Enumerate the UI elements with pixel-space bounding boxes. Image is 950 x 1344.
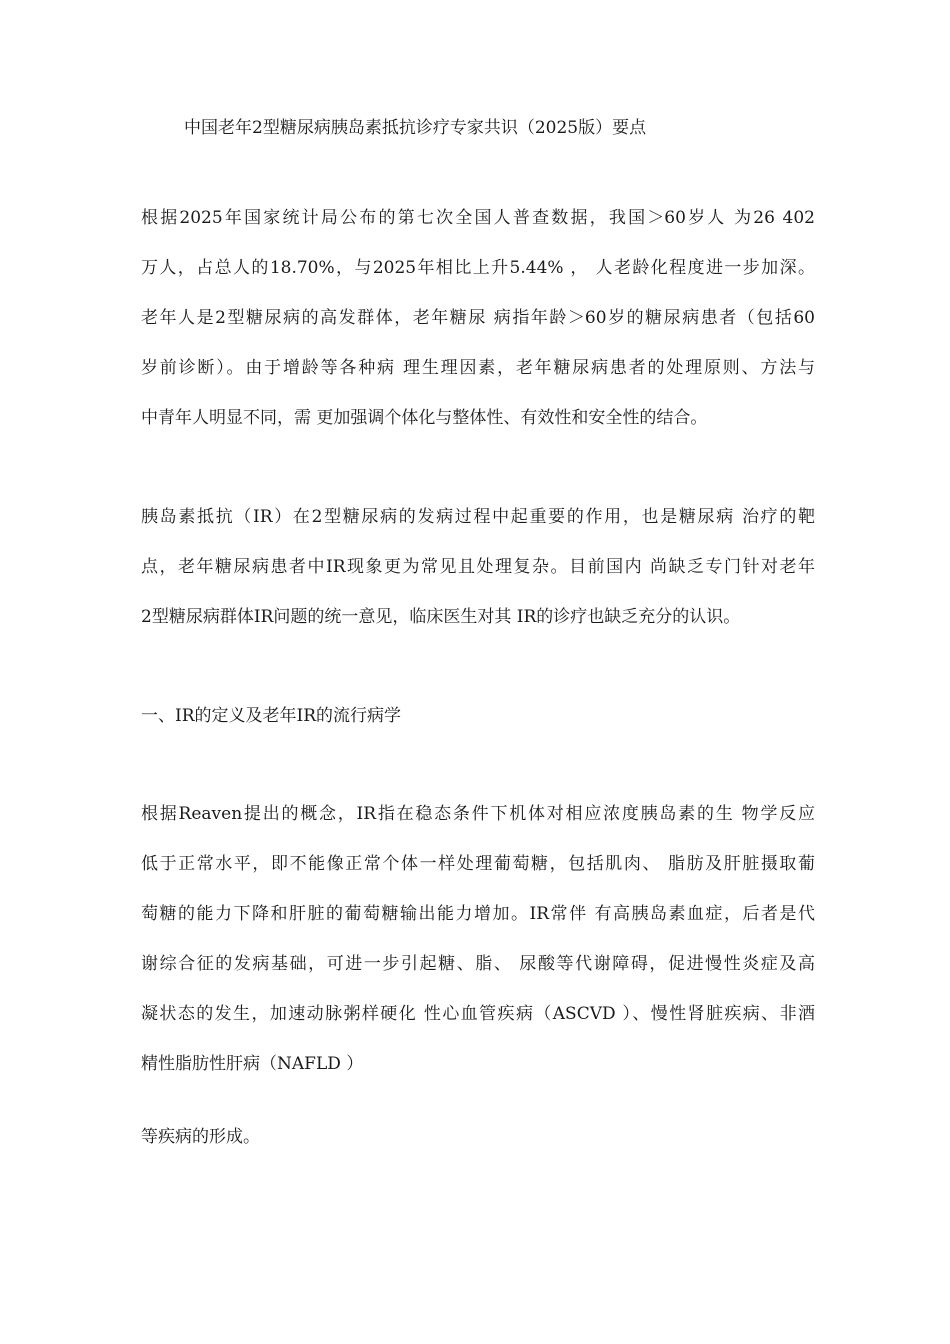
paragraph-insulin-resistance (141, 499, 815, 635)
paragraph-population-stats (141, 200, 815, 436)
section-heading: 一、IR的定义及老年IR的流行病学 (141, 706, 402, 726)
paragraph-line: 根据Reaven提出的概念，IR指在稳态条件下机体对相应浓度胰岛素的生 物学反应 (141, 804, 815, 824)
paragraph-line: 岁前诊断）。由于增龄等各种病 理生理因素，老年糖尿病患者的处理原则、方法与 (141, 358, 815, 378)
paragraph-line: 根据2025年国家统计局公布的第七次全国人普查数据，我国＞60岁人 为26 402 (141, 208, 815, 228)
paragraph-line: 中青年人明显不同，需 更加强调个体化与整体性、有效性和安全性的结合。 (141, 408, 708, 428)
paragraph-line: 精性脂肪性肝病（NAFLD ） (141, 1054, 364, 1074)
document-title: 中国老年2型糖尿病胰岛素抵抗诊疗专家共识（2025版）要点 (184, 118, 647, 138)
closing-line: 等疾病的形成。 (141, 1127, 260, 1147)
paragraph-line: 凝状态的发生，加速动脉粥样硬化 性心血管疾病（ASCVD ）、慢性肾脏疾病、非酒 (141, 1004, 815, 1024)
paragraph-line: 低于正常水平，即不能像正常个体一样处理葡萄糖，包括肌肉、 脂肪及肝脏摄取葡 (141, 854, 815, 874)
paragraph-line: 萄糖的能力下降和肝脏的葡萄糖输出能力增加。IR常伴 有高胰岛素血症，后者是代 (141, 904, 815, 924)
paragraph-line: 万人，占总人的18.70%，与2025年相比上升5.44% ， 人老龄化程度进一步加深。 (141, 258, 815, 278)
paragraph-line: 点，老年糖尿病患者中IR现象更为常见且处理复杂。目前国内 尚缺乏专门针对老年 (141, 557, 815, 577)
paragraph-line: 2型糖尿病群体IR问题的统一意见，临床医生对其 IR的诊疗也缺乏充分的认识。 (141, 607, 741, 627)
paragraph-line: 谢综合征的发病基础，可进一步引起糖、脂、 尿酸等代谢障碍，促进慢性炎症及高 (141, 954, 815, 974)
paragraph-line: 胰岛素抵抗（IR）在2型糖尿病的发病过程中起重要的作用，也是糖尿病 治疗的靶 (141, 507, 815, 527)
paragraph-ir-definition (141, 796, 815, 1082)
paragraph-line: 老年人是2型糖尿病的高发群体，老年糖尿 病指年龄＞60岁的糖尿病患者（包括60 (141, 308, 815, 328)
